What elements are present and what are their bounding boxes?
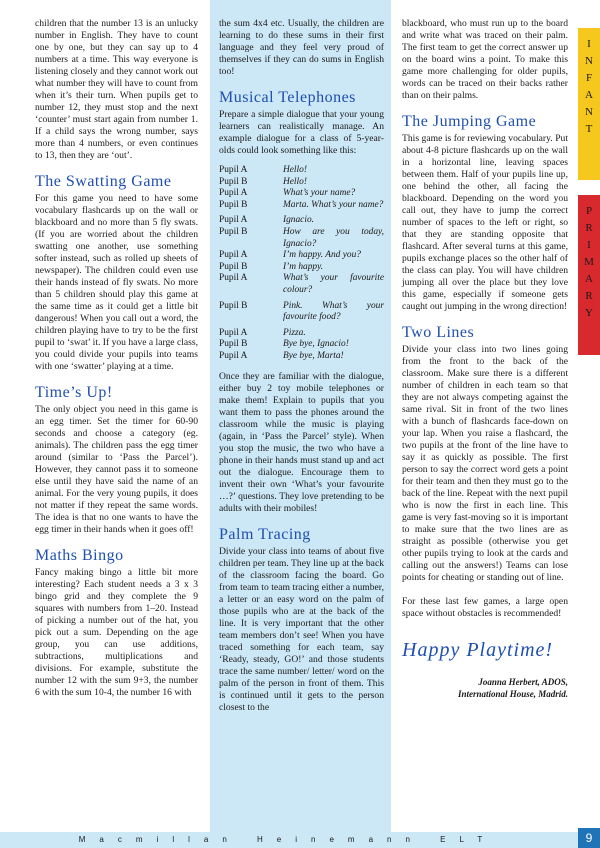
primary-tab-letter: I — [587, 239, 591, 251]
heading-musical-telephones: Musical Telephones — [219, 89, 356, 106]
primary-tab-letter: R — [585, 290, 593, 302]
dialogue-line: What’s your name? — [283, 188, 356, 199]
dialogue-speaker: Pupil B — [219, 199, 248, 210]
times-up-text: The only object you need in this game is an egg timer. Set the timer for 60-90 seconds and choose a category (eg. animals). The children pass the egg timer around (similar to ‘Pass the Parcel’). However, they cannot pass it to someone else until they have said the name of an animal. For the very young pupils, it does not matter if they repeat the same words. The idea is that no one wants to have the egg timer in their hands when it goes off! — [35, 404, 198, 535]
dialogue-line: Hello! — [283, 176, 307, 187]
column-middle — [219, 18, 384, 714]
dialogue-line: I’m happy. And you? — [283, 250, 361, 261]
infant-tab-letter: N — [585, 106, 593, 118]
dialogue-speaker: Pupil A — [219, 273, 248, 284]
palm-tracing-text: Divide your class into teams of about five children per team. They line up at the back of the classroom facing the board. Go from team to team tracing either a number, a letter or an easy word on the palm of those pupils who are at the back of the line. It is very important that the other team members don’t see! When you have traced something for each team, say ‘Ready, steady, GO!’ and those students trace the same number/ letter/ word on the palm of the person in front of them. This is continued until it gets to the person closest to the — [219, 545, 384, 713]
dialogue-row — [219, 211, 384, 227]
dialogue-line: How are you today, Ignacio? — [283, 226, 384, 249]
dialogue-speaker: Pupil B — [219, 339, 248, 350]
dialogue-line: I’m happy. — [283, 261, 324, 272]
dialogue-speaker: Pupil A — [219, 250, 248, 261]
column-right — [402, 18, 568, 700]
primary-section-tab — [578, 195, 600, 355]
heading-swatting-game: The Swatting Game — [35, 173, 172, 190]
author-name: Joanna Herbert, ADOS, — [478, 677, 568, 687]
dialogue-row — [219, 227, 384, 250]
dialogue-row — [219, 351, 384, 363]
primary-tab-letter: A — [585, 273, 593, 285]
maths-bingo-text: Fancy making bingo a little bit more interesting? Each student needs a 3 x 3 bingo grid and they complete the 9 squares with numbers from 1–20. Instead of picking a number out of the hat, you pick out a sum. Depending on the age group, you can use additions, subtractions, multiplications and divisions. For example, substitute the number 12 with the sum 9+3, the number 6 with the sum 10-4, the number 16 with — [35, 567, 198, 698]
dialogue-speaker: Pupil A — [219, 215, 248, 226]
dialogue-table — [219, 165, 384, 363]
heading-palm-tracing: Palm Tracing — [219, 525, 311, 543]
continued-paragraph: children that the number 13 is an unlucky number in English. They have to count one by one, but they can say up to 4 numbers at a time. This way everyone is listening closely and they cannot work out what number they will have to count from when it’s their turn. When pupils get to number 12, they must stop and the next ‘counter’ must start again from number 1. If a child says the wrong number, says more than 4 numbers, or even continues to 13, then they are ‘out’. — [35, 18, 198, 161]
dialogue-speaker: Pupil A — [219, 165, 248, 175]
page-number: 9 — [578, 828, 600, 848]
infant-tab-letter: N — [585, 55, 593, 67]
continued-paragraph: the sum 4x4 etc. Usually, the children are learning to do these sums in their first language and they feel very proud of themselves if they can do sums in English too! — [219, 18, 384, 77]
author-organisation: International House, Madrid. — [457, 689, 568, 699]
dialogue-line: Ignacio. — [283, 215, 314, 226]
dialogue-speaker: Pupil B — [219, 300, 248, 311]
infant-tab-letter: F — [585, 72, 593, 84]
infant-tab-letter: T — [585, 123, 593, 135]
dialogue-row — [219, 165, 384, 177]
heading-two-lines: Two Lines — [402, 324, 475, 341]
dialogue-row — [219, 177, 384, 189]
infant-tab-letter: I — [587, 38, 591, 50]
heading-maths-bingo: Maths Bingo — [35, 547, 124, 564]
dialogue-row — [219, 188, 384, 200]
column-left — [35, 18, 198, 699]
dialogue-row — [219, 250, 384, 262]
dialogue-speaker: Pupil A — [219, 188, 248, 199]
dialogue-speaker: Pupil B — [219, 226, 248, 237]
musical-telephones-text: Once they are familiar with the dialogue, either buy 2 toy mobile telephones or make them! Explain to pupils that you want them to pass the phones around the classroom while the music is playing (again, in ‘Pass the Parcel’ style). When you stop the music, the two who have a phone in their hands must stand up and act out the dialogue. Encourage them to invent their own ‘What’s your favourite …?’ questions. They love pretending to be adults with their mobiles! — [219, 370, 384, 514]
infant-section-tab — [578, 28, 600, 180]
primary-tab-letter: R — [585, 222, 593, 234]
dialogue-row — [219, 262, 384, 274]
heading-jumping-game: The Jumping Game — [402, 113, 537, 130]
dialogue-line: Marta. What’s your name? — [283, 199, 384, 210]
primary-tab-letter: Y — [585, 307, 593, 319]
swatting-game-text: For this game you need to have some vocabulary flashcards up on the wall or blackboard and no more than 5 fly swats. (If you are worried about the children swatting one another, use something softer instead, such as rolled up sheets of newspaper). The children could even use their hands instead of fly swats. No more than 5 children should play this game at the same time as it could get a little bit dangerous! When you call out a word, the children playing have to try to be the first pupil to ‘swat’ it. If you have a large class, you could divide your pupils into teams with one ‘swatter’ playing at a time. — [35, 193, 198, 372]
infant-tab-letter: A — [585, 89, 593, 101]
dialogue-speaker: Pupil A — [219, 350, 248, 361]
dialogue-line: Pink. What’s your favourite food? — [283, 300, 384, 323]
two-lines-text: Divide your class into two lines going from the front to the back of the classroom. Make sure there is a different number of children in each team so that they are not always competing against the same rival. Sit in front of the two lines with a bunch of flashcards face-down on your lap. When you raise a flashcard, the two pupils at the front of the line have to say it as quickly as possible. The first person to say the correct word gets a point for their team and then they must go to the back of the line. Repeat with the next pupil who is now the first in each line. This game is very fast-moving so it is important to make sure that the two lines are as straight as possible (otherwise you get other pupils trying to look at the cards and calling out the answers!) Teams can lose points for cheating or standing out of line. — [402, 344, 568, 583]
dialogue-speaker: Pupil B — [219, 261, 248, 272]
dialogue-line: Bye bye, Marta! — [283, 350, 344, 361]
dialogue-line: Hello! — [283, 165, 307, 175]
dialogue-row — [219, 339, 384, 351]
happy-playtime-title: Happy Playtime! — [402, 639, 554, 661]
dialogue-line: Pizza. — [283, 327, 306, 338]
dialogue-line: What’s your favourite colour? — [283, 273, 384, 295]
continued-paragraph: blackboard, who must run up to the board and write what was traced on their palm. The first team to get the correct answer up on the board wins a point. To make this game more challenging for older pupils, words can be traced on their backs rather than on their palms. — [402, 18, 568, 101]
dialogue-row — [219, 324, 384, 340]
publisher-footer: Macmillan Heinemann ELT — [78, 835, 497, 844]
dialogue-row — [219, 297, 384, 324]
jumping-game-text: This game is for reviewing vocabulary. Put about 4-8 picture flashcards up on the wall in a horizontal line, leaving spaces between them. Half of your pupils line up, one behind the other, all facing the blackboard. Depending on the word you call out, they have to jump the correct number of spaces to the left or right, so that they are standing opposite that flashcard. After several turns at this game, pupils exchange places so the other half of the class can play. You will have children jumping all over the place but they love this game, especially if someone gets caught out jumping in the wrong direction! — [402, 133, 568, 312]
closing-note: For these last few games, a large open space without obstacles is recommended! — [402, 596, 568, 619]
musical-telephones-intro: Prepare a simple dialogue that your young learners can realistically manage. An example dialogue for a class of 5-year-olds could look something like this: — [219, 109, 384, 156]
dialogue-speaker: Pupil B — [219, 176, 248, 187]
dialogue-row — [219, 273, 384, 296]
heading-times-up: Time’s Up! — [35, 384, 113, 401]
dialogue-speaker: Pupil A — [219, 327, 248, 338]
dialogue-row — [219, 200, 384, 212]
dialogue-line: Bye bye, Ignacio! — [283, 339, 349, 350]
primary-tab-letter: P — [585, 205, 593, 217]
primary-tab-letter: M — [584, 256, 594, 268]
